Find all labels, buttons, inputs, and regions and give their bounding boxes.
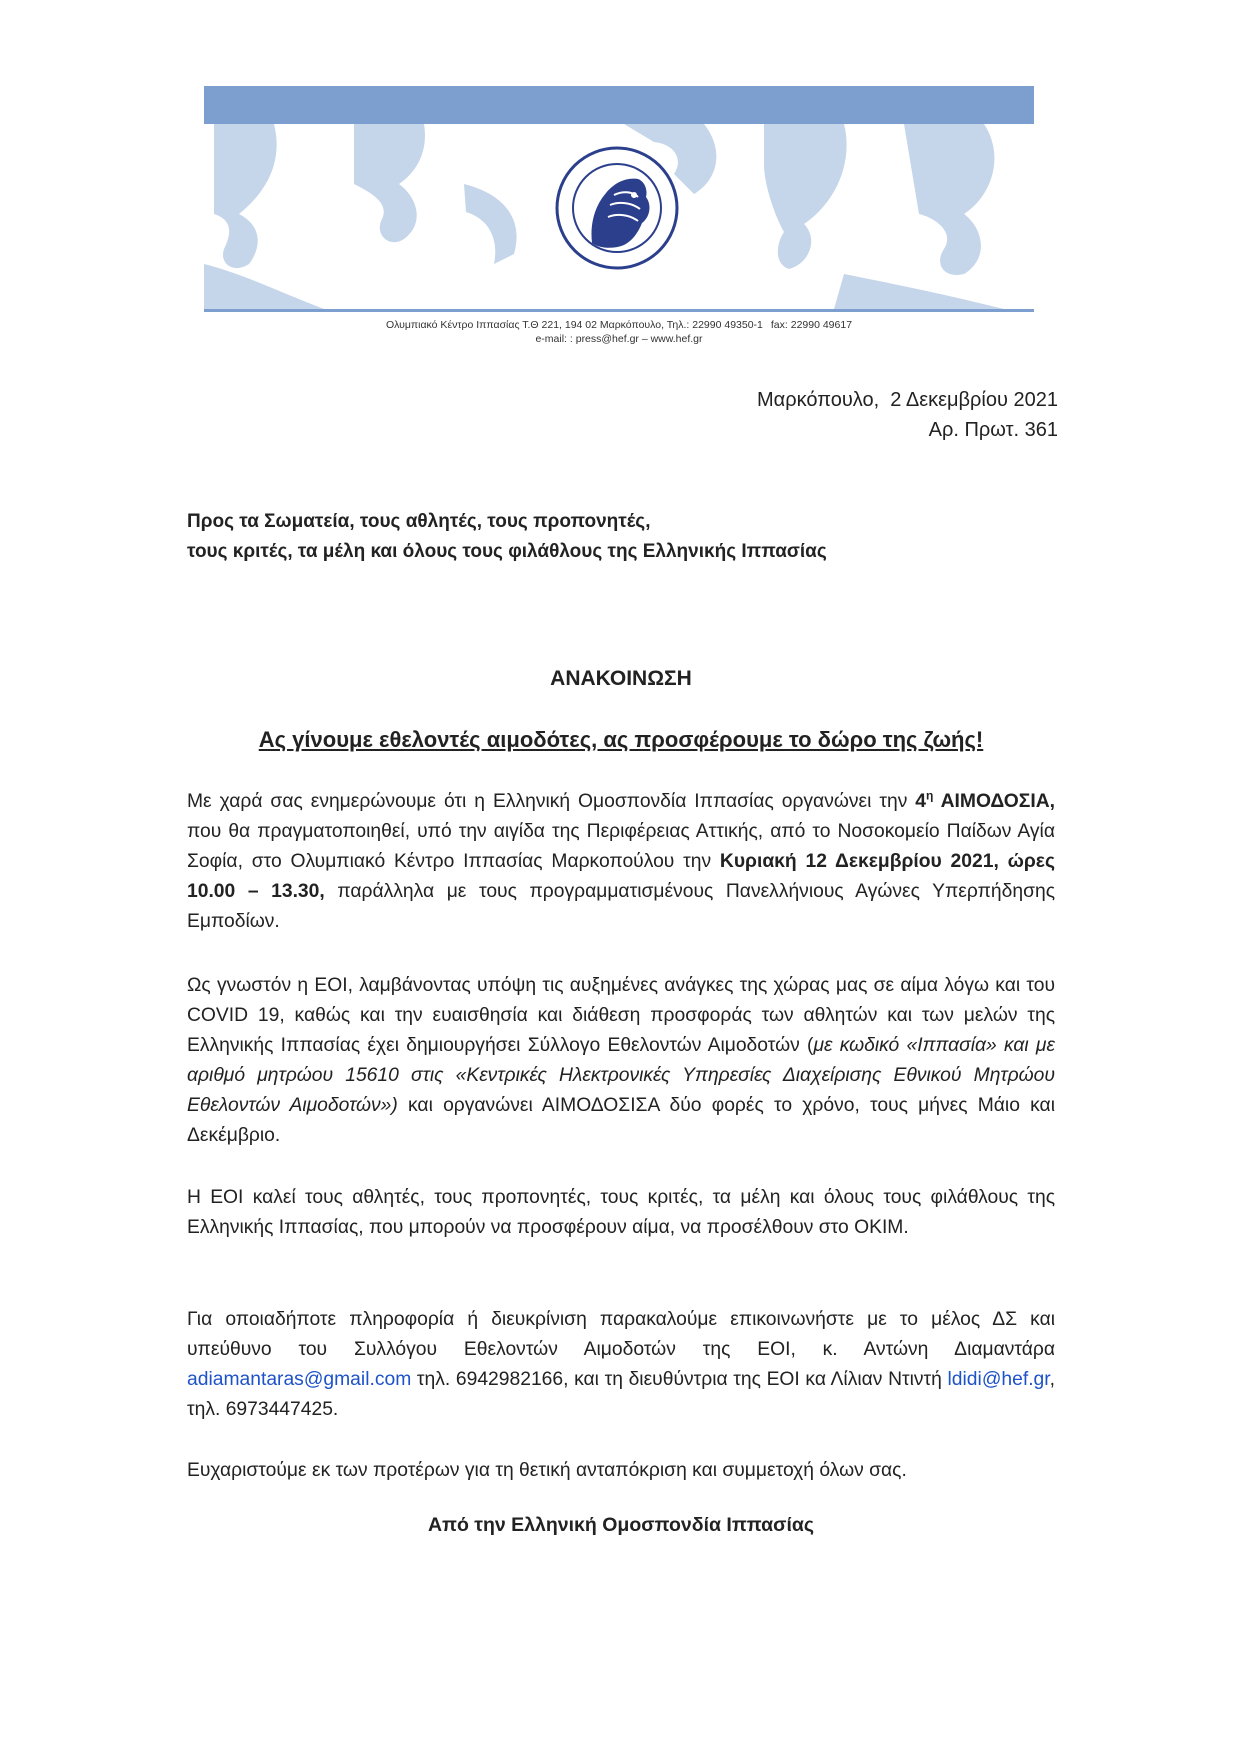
paragraph-contact <box>187 1305 1055 1425</box>
p1-middle: που θα πραγματοποιηθεί, υπό την αιγίδα της Περιφέρειας Αττικής, από το Νοσοκομείο Παίδων Αγία Σοφία, στο Ολυμπιακό Κέντρο Ιππασίας Μαρκοπούλου την <box>187 821 1055 872</box>
paragraph-invitation: Η ΕΟΙ καλεί τους αθλητές, τους προπονητές, τους κριτές, τα μέλη και όλους τους φιλάθλους της Ελληνικής Ιππασίας, που μπορούν να προσφέρουν αίμα, να προσέλθουν στο ΟΚΙΜ. <box>187 1187 1055 1238</box>
contact-fax: fax: 22990 49617 <box>770 319 853 331</box>
paragraph-thanks: Ευχαριστούμε εκ των προτέρων για τη θετική ανταπόκριση και συμμετοχή όλων σας. <box>187 1460 907 1481</box>
p1-ordinal: 4 <box>915 791 927 812</box>
p2-text-b: και οργανώνει ΑΙΜΟΔΟΣΙΣΑ δύο φορές το χρόνο, τους μήνες Μάιο και Δεκέμβριο. <box>187 1095 1055 1146</box>
contact-email-web: e-mail: : press@hef.gr – www.hef.gr <box>535 333 703 345</box>
p4-text-b: τηλ. 6942982166, και τη διευθύντρια της ΕΟΙ κα Λίλιαν Ντιντή <box>411 1369 948 1390</box>
recipients-line-1: Προς τα Σωματεία, τους αθλητές, τους προπονητές, <box>187 511 651 532</box>
contact-address: Ολυμπιακό Κέντρο Ιππασίας Τ.Θ 221, 194 02 Μαρκόπουλο, Τηλ.: 22990 49350-1 <box>385 319 763 331</box>
slogan-heading: Ας γίνουμε εθελοντές αιμοδότες, ας προσφέρουμε το δώρο της ζωής! <box>258 727 984 752</box>
p4-text-c: , τηλ. 6973447425. <box>187 1369 1055 1420</box>
p1-when: Κυριακή 12 Δεκεμβρίου 2021, ώρες 10.00 – 13.30, <box>187 851 1055 902</box>
announcement-heading: ΑΝΑΚΟΙΝΩΣΗ <box>550 667 692 690</box>
p1-event-name: ΑΙΜΟΔΟΣΙΑ, <box>933 791 1055 812</box>
p4-text-a: Για οποιαδήποτε πληροφορία ή διευκρίνιση παρακαλούμε επικοινωνήστε με το μέλος ΔΣ και υπεύθυνο του Συλλόγου Εθελοντών Αιμοδοτών της ΕΟΙ, κ. Αντώνη Διαμαντάρα <box>187 1309 1055 1360</box>
recipients-line-2: τους κριτές, τα μέλη και όλους τους φιλάθλους της Ελληνικής Ιππασίας <box>187 541 827 562</box>
p1-end: παράλληλα με τους προγραμματισμένους Πανελλήνιους Αγώνες Υπερπήδησης Εμποδίων. <box>187 881 1055 932</box>
protocol-number: Αρ. Πρωτ. 361 <box>928 419 1058 441</box>
p1-intro: Με χαρά σας ενημερώνουμε ότι η Ελληνική Ομοσπονδία Ιππασίας οργανώνει την <box>187 791 916 812</box>
p2-italic: με κωδικό «Ιππασία» και με αριθμό μητρώου 15610 στις «Κεντρικές Ηλεκτρονικές Υπηρεσίες Διαχείρισης Εθνικού Μητρώου Εθελοντών Αιμοδοτών») <box>187 1035 1055 1116</box>
header-band <box>204 86 1034 124</box>
paragraph-event <box>187 787 1055 937</box>
letterhead <box>204 86 1034 346</box>
letterhead-rule <box>204 309 1034 312</box>
paragraph-association <box>187 971 1055 1151</box>
place-date: Μαρκόπουλο, 2 Δεκεμβρίου 2021 <box>757 389 1058 411</box>
email-link-adiamantaras[interactable]: adiamantaras@gmail.com <box>187 1369 412 1390</box>
p2-text-a: Ως γνωστόν η ΕΟΙ, λαμβάνοντας υπόψη τις αυξημένες ανάγκες της χώρας μας σε αίμα λόγω και του COVID 19, καθώς και την ευαισθησία και διάθεση προσφοράς των αθλητών και των μελών της Ελληνικής Ιππασίας έχει δημιουργήσει Σύλλογο Εθελοντών Αιμοδοτών ( <box>187 975 1055 1056</box>
email-link-ldidi[interactable]: ldidi@hef.gr <box>947 1369 1050 1390</box>
contact-info <box>204 318 1034 346</box>
p1-ordinal-sup: η <box>926 788 934 803</box>
federation-logo-icon <box>554 145 680 271</box>
signature: Από την Ελληνική Ομοσπονδία Ιππασίας <box>427 1514 815 1536</box>
recipients <box>187 507 827 567</box>
dateline <box>757 385 1058 445</box>
